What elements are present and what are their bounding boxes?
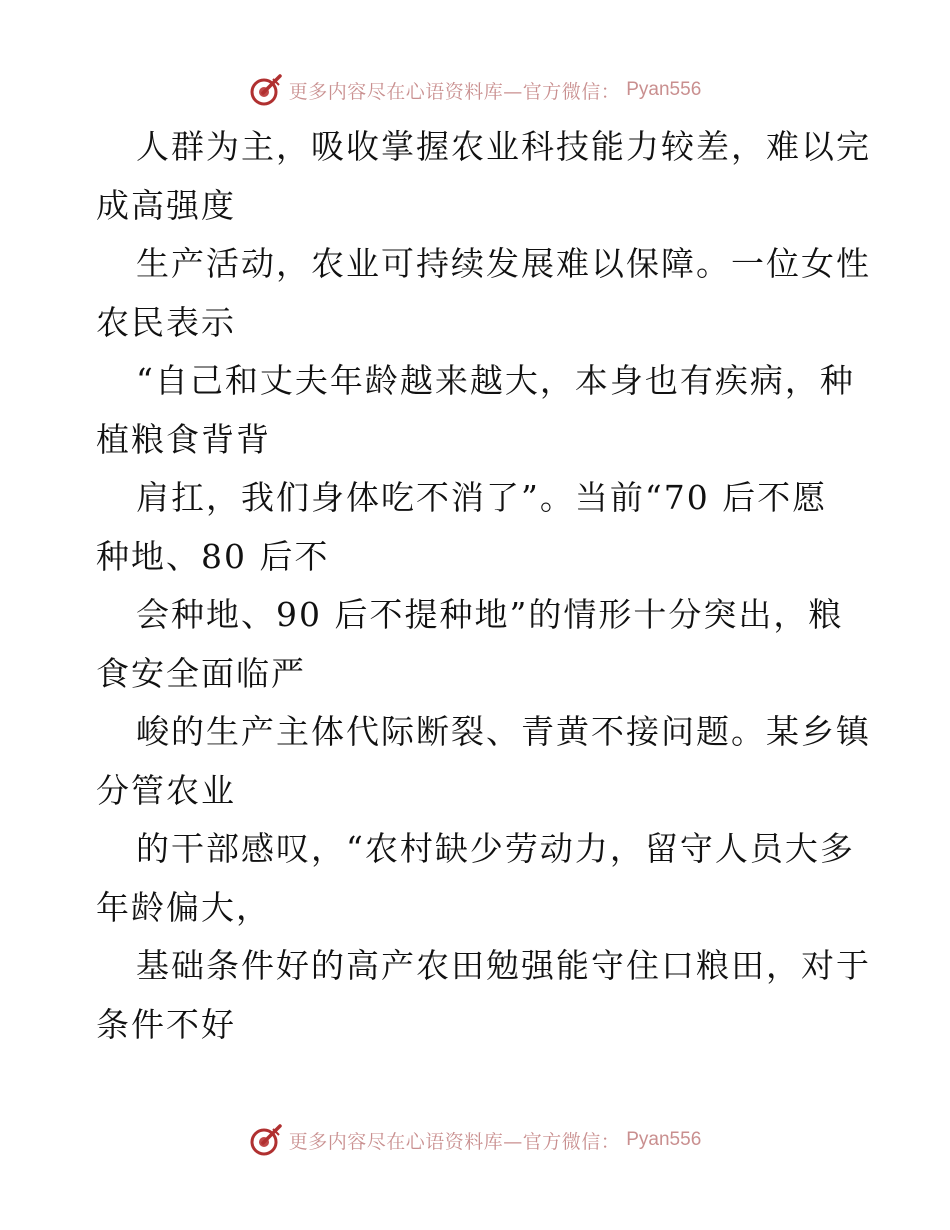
body-line: 成高强度: [96, 185, 236, 225]
body-line: 肩扛，我们身体吃不消了”。当前“70 后不愿: [136, 478, 828, 517]
body-line: 农民表示: [96, 302, 236, 342]
body-line: 植粮食背背: [96, 419, 271, 459]
document-body: [96, 118, 871, 1054]
pen-logo-icon: [249, 73, 283, 107]
footer-banner: [0, 1120, 950, 1160]
header-banner: [0, 70, 950, 110]
body-line: 生产活动，农业可持续发展难以保障。一位女性: [136, 244, 871, 283]
header-wechat-id: Pyan556: [626, 79, 702, 100]
body-line: 食安全面临严: [96, 653, 306, 693]
footer-wechat-id: Pyan556: [626, 1129, 702, 1150]
body-line: 年龄偏大，: [96, 887, 271, 927]
header-banner-text: 更多内容尽在心语资料库—官方微信：: [288, 80, 621, 103]
footer-banner-text: 更多内容尽在心语资料库—官方微信：: [288, 1130, 621, 1153]
pen-logo-icon: [249, 1123, 283, 1157]
body-line: 人群为主，吸收掌握农业科技能力较差，难以完: [136, 127, 871, 166]
body-line: 的干部感叹，“农村缺少劳动力，留守人员大多: [136, 829, 855, 868]
body-line: “自己和丈夫年龄越来越大，本身也有疾病，种: [136, 361, 855, 400]
body-line: 条件不好: [96, 1004, 236, 1044]
body-line: 会种地、90 后不提种地”的情形十分突出，粮: [136, 595, 844, 634]
body-line: 分管农业: [96, 770, 236, 810]
body-line: 基础条件好的高产农田勉强能守住口粮田，对于: [136, 946, 871, 985]
body-line: 种地、80 后不: [96, 536, 330, 576]
body-line: 峻的生产主体代际断裂、青黄不接问题。某乡镇: [136, 712, 871, 751]
